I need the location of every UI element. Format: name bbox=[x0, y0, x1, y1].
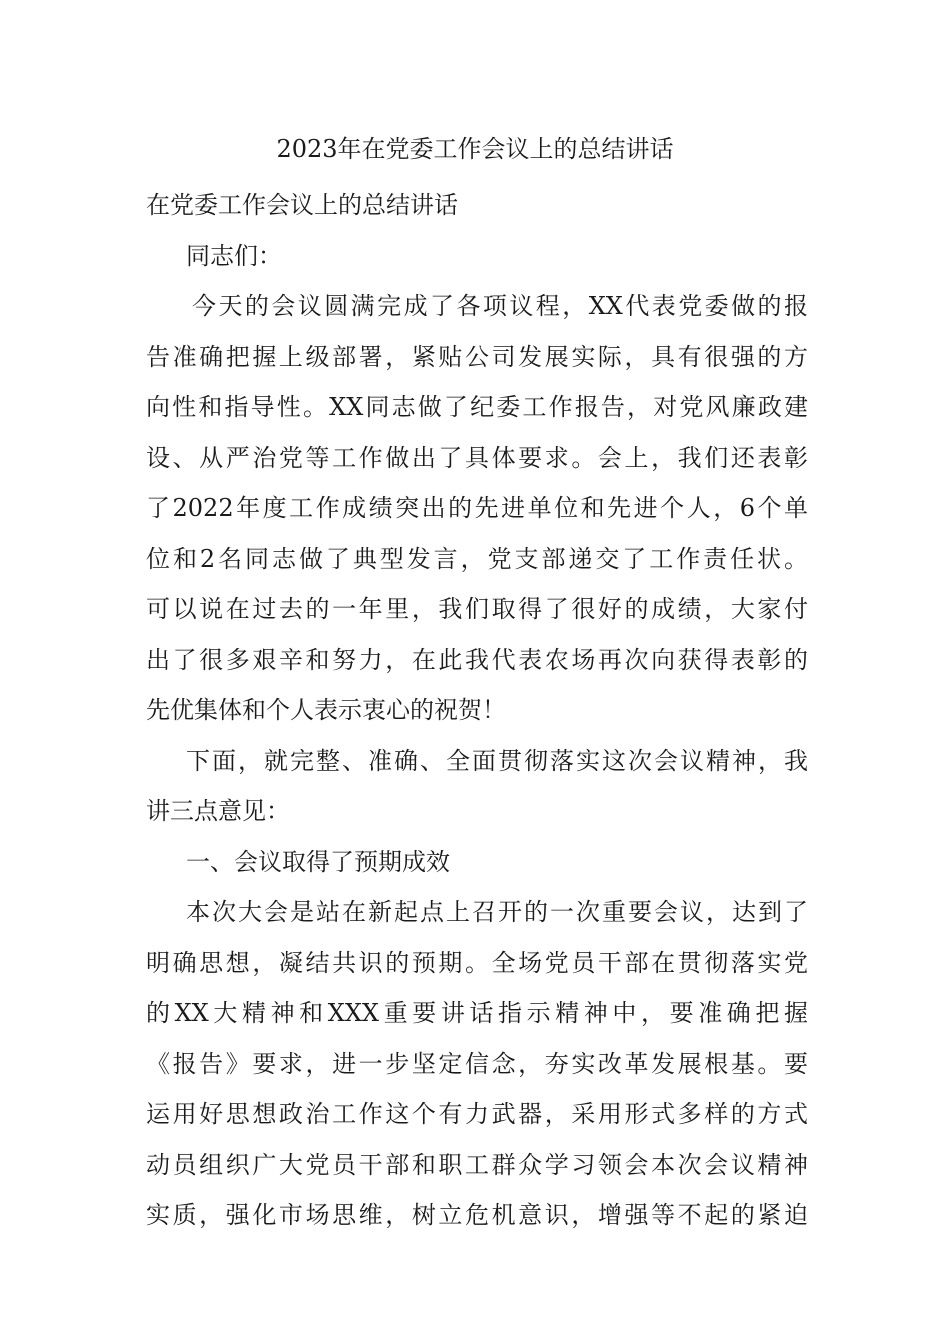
paragraph-line: 动员组织广大党员干部和职工群众学习领会本次会议精神 bbox=[146, 1150, 808, 1179]
paragraph-line: 向性和指导性。XX同志做了纪委工作报告，对党风廉政建 bbox=[146, 393, 808, 421]
paragraph-line: 下面，就完整、准确、全面贯彻落实这次会议精神，我 bbox=[186, 746, 808, 775]
paragraph-line: 的XX大精神和XXX重要讲话指示精神中，要准确把握 bbox=[146, 999, 808, 1027]
document-title: 2023年在党委工作会议上的总结讲话 bbox=[276, 135, 674, 163]
paragraph-line: 实质，强化市场思维，树立危机意识，增强等不起的紧迫 bbox=[146, 1201, 808, 1229]
paragraph-2 bbox=[146, 736, 808, 837]
paragraph-line: 运用好思想政治工作这个有力武器，采用形式多样的方式 bbox=[146, 1100, 808, 1128]
paragraph-line: 先优集体和个人表示衷心的祝贺！ bbox=[146, 696, 506, 724]
paragraph-line: 讲三点意见： bbox=[146, 797, 290, 825]
paragraph-line: 可以说在过去的一年里，我们取得了很好的成绩，大家付 bbox=[146, 595, 808, 623]
paragraph-line: 本次大会是站在新起点上召开的一次重要会议，达到了 bbox=[186, 898, 808, 926]
document-subtitle: 在党委工作会议上的总结讲话 bbox=[146, 191, 458, 219]
paragraph-line: 位和2名同志做了典型发言，党支部递交了工作责任状。 bbox=[146, 544, 808, 573]
paragraph-line: 设、从严治党等工作做出了具体要求。会上，我们还表彰 bbox=[146, 443, 808, 472]
greeting: 同志们： bbox=[186, 241, 282, 270]
paragraph-line: 明确思想，凝结共识的预期。全场党员干部在贯彻落实党 bbox=[146, 948, 808, 977]
paragraph-line: 了2022年度工作成绩突出的先进单位和先进个人，6个单 bbox=[146, 494, 808, 522]
document-body bbox=[146, 180, 808, 1241]
paragraph-1 bbox=[146, 281, 808, 736]
paragraph-line: 今天的会议圆满完成了各项议程，XX代表党委做的报 bbox=[192, 292, 808, 320]
paragraph-line: 《报告》要求，进一步坚定信念，夯实改革发展根基。要 bbox=[146, 1049, 808, 1078]
paragraph-line: 出了很多艰辛和努力，在此我代表农场再次向获得表彰的 bbox=[146, 645, 808, 674]
paragraph-3 bbox=[146, 887, 808, 1241]
section-heading-1: 一、会议取得了预期成效 bbox=[186, 847, 450, 876]
paragraph-line: 告准确把握上级部署，紧贴公司发展实际，具有很强的方 bbox=[146, 342, 808, 371]
